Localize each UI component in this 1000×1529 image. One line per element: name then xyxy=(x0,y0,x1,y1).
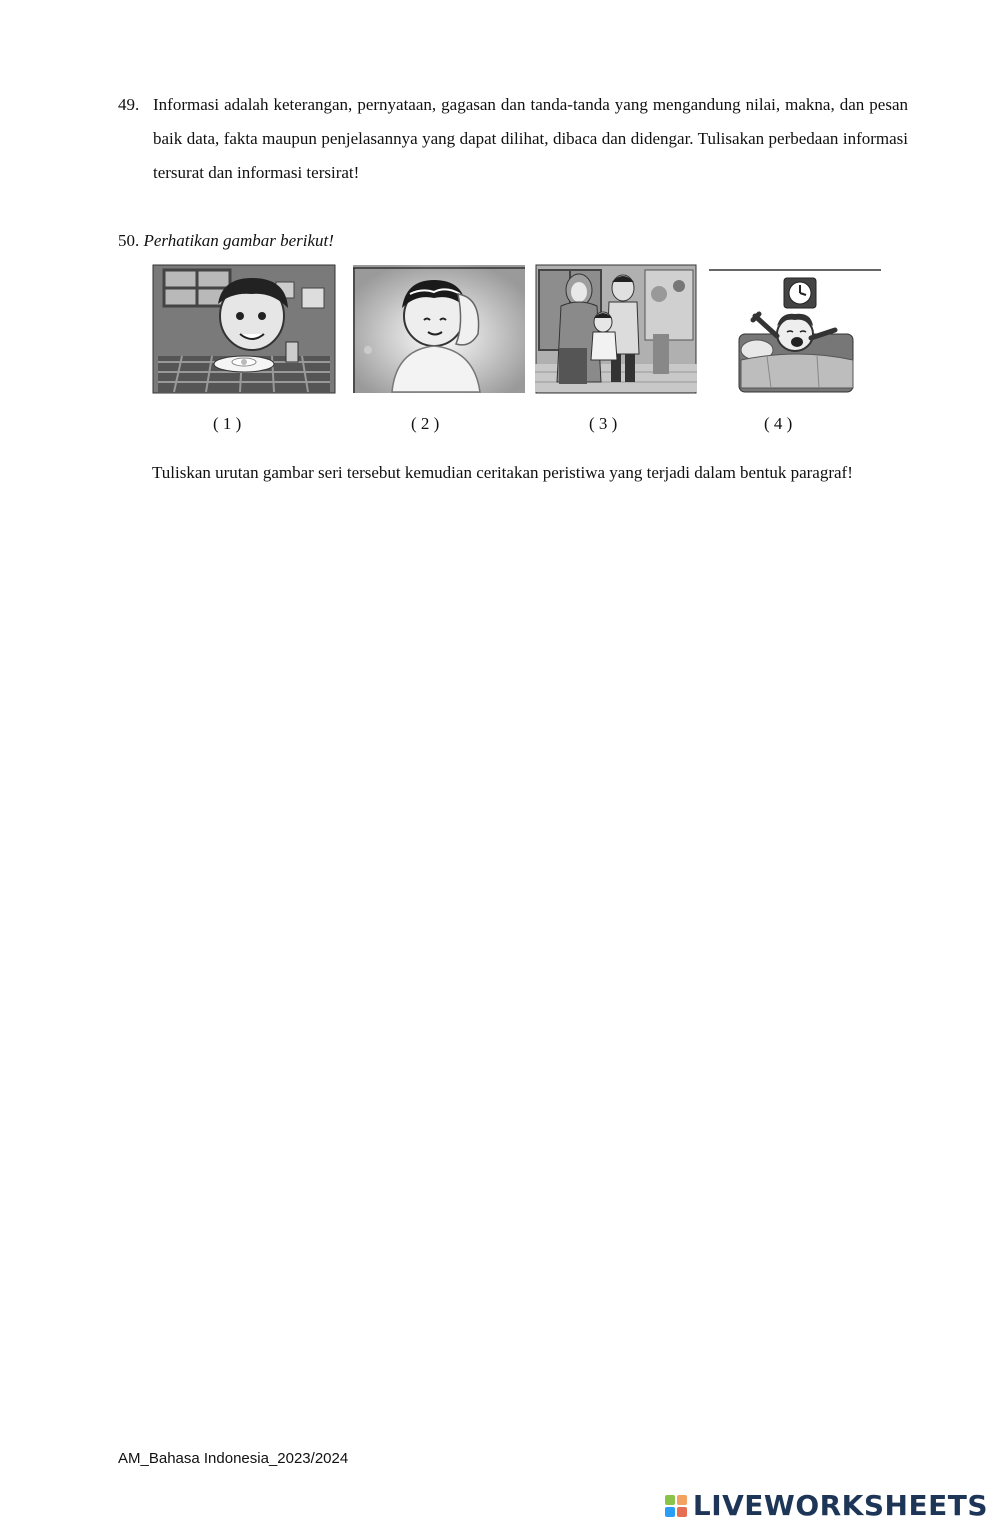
brand-name: LIVEWORKSHEETS xyxy=(692,1489,988,1522)
liveworksheets-brand[interactable] xyxy=(665,1489,988,1522)
boy-drying-after-bath-icon xyxy=(352,264,526,394)
question-task: Tuliskan urutan gambar seri tersebut kemudian ceritakan peristiwa yang terjadi dalam bentuk paragraf! xyxy=(152,463,853,482)
logo-cell xyxy=(665,1495,675,1505)
caption-2: ( 2 ) xyxy=(411,414,440,433)
logo-cell xyxy=(677,1495,687,1505)
boy-eating-breakfast-icon xyxy=(152,264,336,394)
question-instruction: Perhatikan gambar berikut! xyxy=(143,231,334,250)
logo-cell xyxy=(665,1507,675,1517)
footer-label: AM_Bahasa Indonesia_2023/2024 xyxy=(118,1450,349,1467)
question-number: 49. xyxy=(118,95,140,114)
question-49 xyxy=(118,88,908,190)
caption-4: ( 4 ) xyxy=(764,414,793,433)
picture-series xyxy=(152,264,892,396)
boy-saying-goodbye-to-parents-icon xyxy=(535,264,697,394)
liveworksheets-logo-icon xyxy=(665,1495,687,1517)
boy-waking-up-yawning-icon xyxy=(707,264,883,394)
caption-3: ( 3 ) xyxy=(589,414,618,433)
question-number: 50. xyxy=(118,231,140,250)
question-50 xyxy=(118,227,334,255)
question-text: Informasi adalah keterangan, pernyataan, gagasan dan tanda-tanda yang mengandung nilai, makna, dan pesan baik data, fakta maupun penjelasannya yang dapat dilihat, dibaca dan didengar. Tulisakan perbedaan informasi tersurat dan informasi tersirat! xyxy=(153,95,908,182)
logo-cell xyxy=(677,1507,687,1517)
caption-1: ( 1 ) xyxy=(213,414,242,433)
